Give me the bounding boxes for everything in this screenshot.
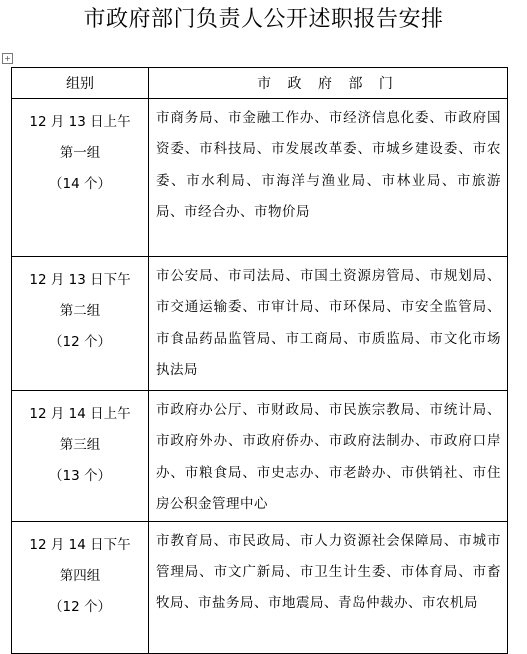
table-row — [12, 257, 508, 391]
group-date: 12 月 13 日下午 — [29, 272, 131, 288]
departments-cell: 市政府办公厅、市财政局、市民族宗教局、市统计局、市政府外办、市政府侨办、市政府法制办、市政府口岸办、市粮食局、市史志办、市老龄办、市供销社、市住房公积金管理中心 — [149, 391, 508, 522]
group-date: 12 月 14 日下午 — [29, 536, 131, 553]
group-cell — [12, 521, 149, 653]
page-title: 市政府部门负责人公开述职报告安排 — [83, 7, 444, 32]
departments-cell: 市公安局、市司法局、市国土资源房管局、市规划局、市交通运输委、市审计局、市环保局、市安全监管局、市食品药品监管局、市工商局、市质监局、市文化市场执法局 — [149, 257, 508, 391]
group-cell — [12, 99, 149, 257]
group-cell — [12, 391, 149, 522]
header-departments: 市 政 府 部 门 — [149, 68, 508, 99]
group-name: 第四组 — [59, 567, 101, 584]
table-header-row — [12, 68, 508, 99]
departments-cell: 市商务局、市金融工作办、市经济信息化委、市政府国资委、市科技局、市发展改革委、市城乡建设委、市农委、市水利局、市海洋与渔业局、市林业局、市旅游局、市经合办、市物价局 — [149, 99, 508, 257]
departments-cell: 市教育局、市民政局、市人力资源社会保障局、市城市管理局、市文广新局、市卫生计生委、市体育局、市畜牧局、市盐务局、市地震局、青岛仲裁办、市农机局 — [149, 521, 508, 653]
group-count: （13 个） — [49, 468, 111, 484]
group-count: （12 个） — [49, 598, 111, 615]
header-group: 组别 — [12, 68, 149, 99]
group-name: 第二组 — [59, 303, 101, 319]
group-count: （12 个） — [49, 334, 111, 350]
table-row — [12, 391, 508, 522]
table-row — [12, 99, 508, 257]
group-name: 第一组 — [59, 145, 101, 161]
table-row — [12, 521, 508, 653]
group-cell — [12, 257, 149, 391]
group-count: （14 个） — [49, 176, 111, 192]
group-name: 第三组 — [59, 437, 101, 453]
group-date: 12 月 14 日上午 — [29, 406, 131, 422]
group-date: 12 月 13 日上午 — [29, 114, 131, 130]
table-move-handle-icon[interactable]: + — [2, 53, 13, 64]
schedule-table — [11, 67, 508, 654]
